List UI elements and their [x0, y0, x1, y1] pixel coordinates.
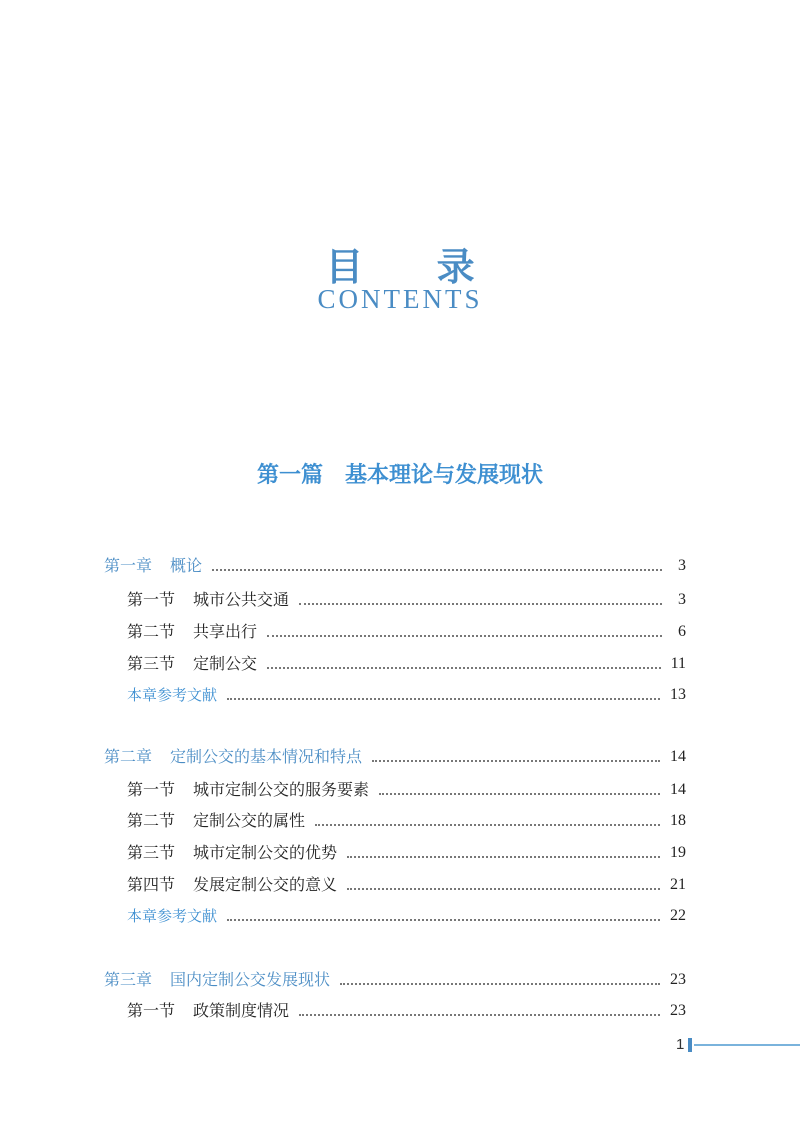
toc-section-row[interactable]	[127, 807, 686, 831]
toc-entry-number: 第三节	[127, 654, 176, 673]
toc-entry-page: 3	[678, 557, 686, 574]
toc-reference-row[interactable]	[127, 681, 686, 705]
toc-entry-page: 14	[670, 781, 686, 798]
toc-entry-number: 第一节	[127, 780, 176, 799]
toc-leader-dots	[372, 760, 660, 762]
toc-section-row[interactable]	[127, 776, 686, 800]
toc-entry-page: 23	[670, 1002, 686, 1019]
toc-entry-page: 22	[670, 907, 686, 924]
toc-entry-title: 本章参考文献	[127, 686, 218, 704]
toc-entry-title: 政策制度情况	[193, 1001, 290, 1020]
toc-entry-page: 6	[678, 623, 686, 640]
toc-section-row[interactable]	[127, 586, 686, 610]
toc-entry-page: 3	[678, 591, 686, 608]
toc-entry-number: 第一节	[127, 590, 176, 609]
page-number: 1	[676, 1036, 685, 1053]
toc-entry-label	[127, 875, 337, 895]
toc-entry-page: 11	[670, 655, 686, 672]
toc-entry-title: 发展定制公交的意义	[193, 875, 338, 894]
toc-entry-label	[127, 1001, 289, 1021]
toc-entry-number: 第二节	[127, 622, 176, 641]
toc-entry-title: 城市定制公交的服务要素	[193, 780, 370, 799]
toc-entry-number: 第四节	[127, 875, 176, 894]
toc-entry-number: 第一章	[104, 556, 153, 575]
toc-leader-dots	[267, 635, 662, 637]
toc-entry-number: 第三章	[104, 970, 153, 989]
footer-accent-bar	[688, 1038, 692, 1052]
toc-entry-label	[127, 811, 305, 831]
toc-entry-page: 23	[670, 971, 686, 988]
toc-entry-label	[104, 556, 202, 576]
toc-entry-title: 定制公交	[193, 654, 258, 673]
toc-leader-dots	[315, 824, 660, 826]
toc-entry-number: 第二节	[127, 811, 176, 830]
toc-entry-label	[127, 843, 337, 863]
toc-entry-number: 第一节	[127, 1001, 176, 1020]
toc-title-en: CONTENTS	[317, 284, 483, 314]
toc-chapter-row[interactable]	[104, 552, 686, 576]
toc-leader-dots	[347, 856, 660, 858]
toc-leader-dots	[267, 667, 661, 669]
toc-entry-label	[127, 685, 217, 705]
toc-leader-dots	[227, 919, 660, 921]
toc-entry-number: 第三节	[127, 843, 176, 862]
toc-chapter-row[interactable]	[104, 966, 686, 990]
toc-entry-page: 21	[670, 876, 686, 893]
toc-entry-page: 19	[670, 844, 686, 861]
toc-section-row[interactable]	[127, 650, 686, 674]
toc-leader-dots	[227, 698, 660, 700]
toc-entry-title: 共享出行	[193, 622, 258, 641]
toc-entry-title: 城市定制公交的优势	[193, 843, 338, 862]
toc-entry-label	[127, 590, 289, 610]
toc-entry-page: 13	[670, 686, 686, 703]
toc-entry-label	[127, 622, 257, 642]
toc-entry-label	[127, 906, 217, 926]
toc-entry-label	[104, 970, 330, 990]
toc-leader-dots	[212, 569, 662, 571]
toc-entry-label	[104, 747, 362, 767]
toc-reference-row[interactable]	[127, 902, 686, 926]
toc-title-cn: 目 录	[325, 244, 505, 289]
toc-section-row[interactable]	[127, 618, 686, 642]
toc-chapter-row[interactable]	[104, 743, 686, 767]
toc-section-row[interactable]	[127, 839, 686, 863]
toc-section-row[interactable]	[127, 871, 686, 895]
part-title: 第一篇 基本理论与发展现状	[256, 463, 543, 488]
toc-entry-label	[127, 780, 369, 800]
toc-leader-dots	[379, 793, 660, 795]
toc-entry-title: 城市公共交通	[193, 590, 290, 609]
toc-section-row[interactable]	[127, 997, 686, 1021]
toc-leader-dots	[299, 1014, 660, 1016]
footer-rule	[694, 1044, 800, 1046]
toc-entry-label	[127, 654, 257, 674]
toc-entry-page: 14	[670, 748, 686, 765]
toc-entry-title: 概论	[170, 556, 203, 575]
toc-leader-dots	[347, 888, 660, 890]
toc-leader-dots	[299, 603, 662, 605]
toc-entry-number: 第二章	[104, 747, 153, 766]
toc-leader-dots	[340, 983, 660, 985]
toc-entry-title: 定制公交的属性	[193, 811, 306, 830]
toc-entry-page: 18	[670, 812, 686, 829]
toc-entry-title: 国内定制公交发展现状	[170, 970, 331, 989]
toc-entry-title: 本章参考文献	[127, 907, 218, 925]
toc-entry-title: 定制公交的基本情况和特点	[170, 747, 363, 766]
